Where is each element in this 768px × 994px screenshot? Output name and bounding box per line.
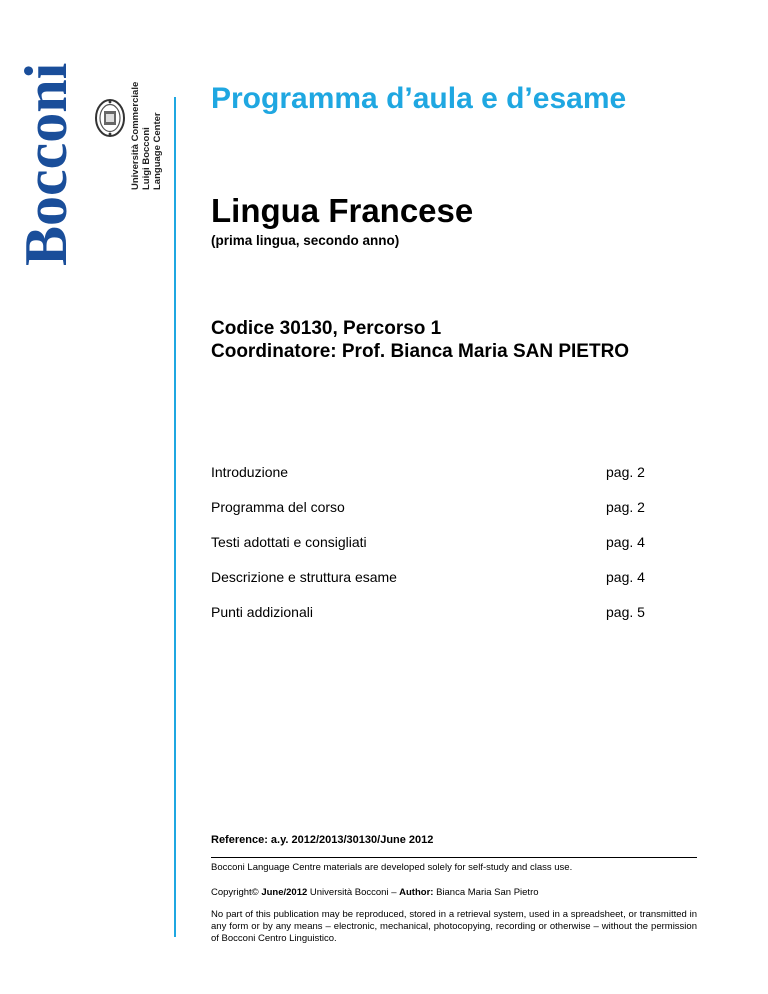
table-of-contents (211, 464, 645, 639)
university-line-1: Università Commerciale (130, 81, 141, 190)
accent-vertical-rule (174, 97, 176, 937)
toc-item (211, 604, 645, 639)
author-label: Author: (399, 887, 434, 898)
footer-divider (211, 857, 697, 858)
course-coordinator: Coordinatore: Prof. Bianca Maria SAN PIETRO (211, 341, 630, 362)
materials-note: Bocconi Language Centre materials are developed solely for self-study and class use. (211, 862, 573, 873)
university-line-3: Language Center (152, 112, 163, 190)
toc-item (211, 464, 645, 499)
course-name: Lingua Francese (211, 192, 474, 229)
reference-line: Reference: a.y. 2012/2013/30130/June 2012 (211, 834, 434, 846)
copyright-line (211, 887, 697, 899)
toc-item-page: pag. 2 (606, 499, 645, 515)
toc-item (211, 569, 645, 604)
bocconi-logo-wordmark: Bocconi (13, 62, 79, 266)
toc-item-page: pag. 2 (606, 464, 645, 480)
toc-item-label: Introduzione (211, 464, 289, 480)
toc-item-label: Punti addizionali (211, 604, 313, 620)
toc-item-page: pag. 5 (606, 604, 645, 620)
author-name: Bianca Maria San Pietro (433, 887, 539, 898)
toc-item (211, 499, 645, 534)
toc-item-label: Testi adottati e consigliati (211, 534, 367, 550)
toc-item-page: pag. 4 (606, 569, 645, 585)
toc-item-label: Descrizione e struttura esame (211, 569, 397, 585)
reproduction-notice: No part of this publication may be reproduced, stored in a retrieval system, used in a spreadsheet, or transmitted in any form or by any means – electronic, mechanical, photocopying, recording or otherwise – without the permission of Bocconi Centro Linguistico. (211, 909, 697, 944)
course-code: Codice 30130, Percorso 1 (211, 318, 442, 339)
university-line-2: Luigi Bocconi (141, 127, 152, 190)
university-seal-icon (94, 98, 126, 138)
copyright-prefix: Copyright© (211, 887, 262, 898)
copyright-date: June/2012 (261, 887, 308, 898)
toc-item-label: Programma del corso (211, 499, 345, 515)
toc-item (211, 534, 645, 569)
course-subtitle: (prima lingua, secondo anno) (211, 233, 400, 248)
university-name (130, 82, 163, 190)
copyright-university: Università Bocconi – (307, 887, 400, 898)
toc-item-page: pag. 4 (606, 534, 645, 550)
page-title: Programma d’aula e d’esame (211, 82, 627, 115)
